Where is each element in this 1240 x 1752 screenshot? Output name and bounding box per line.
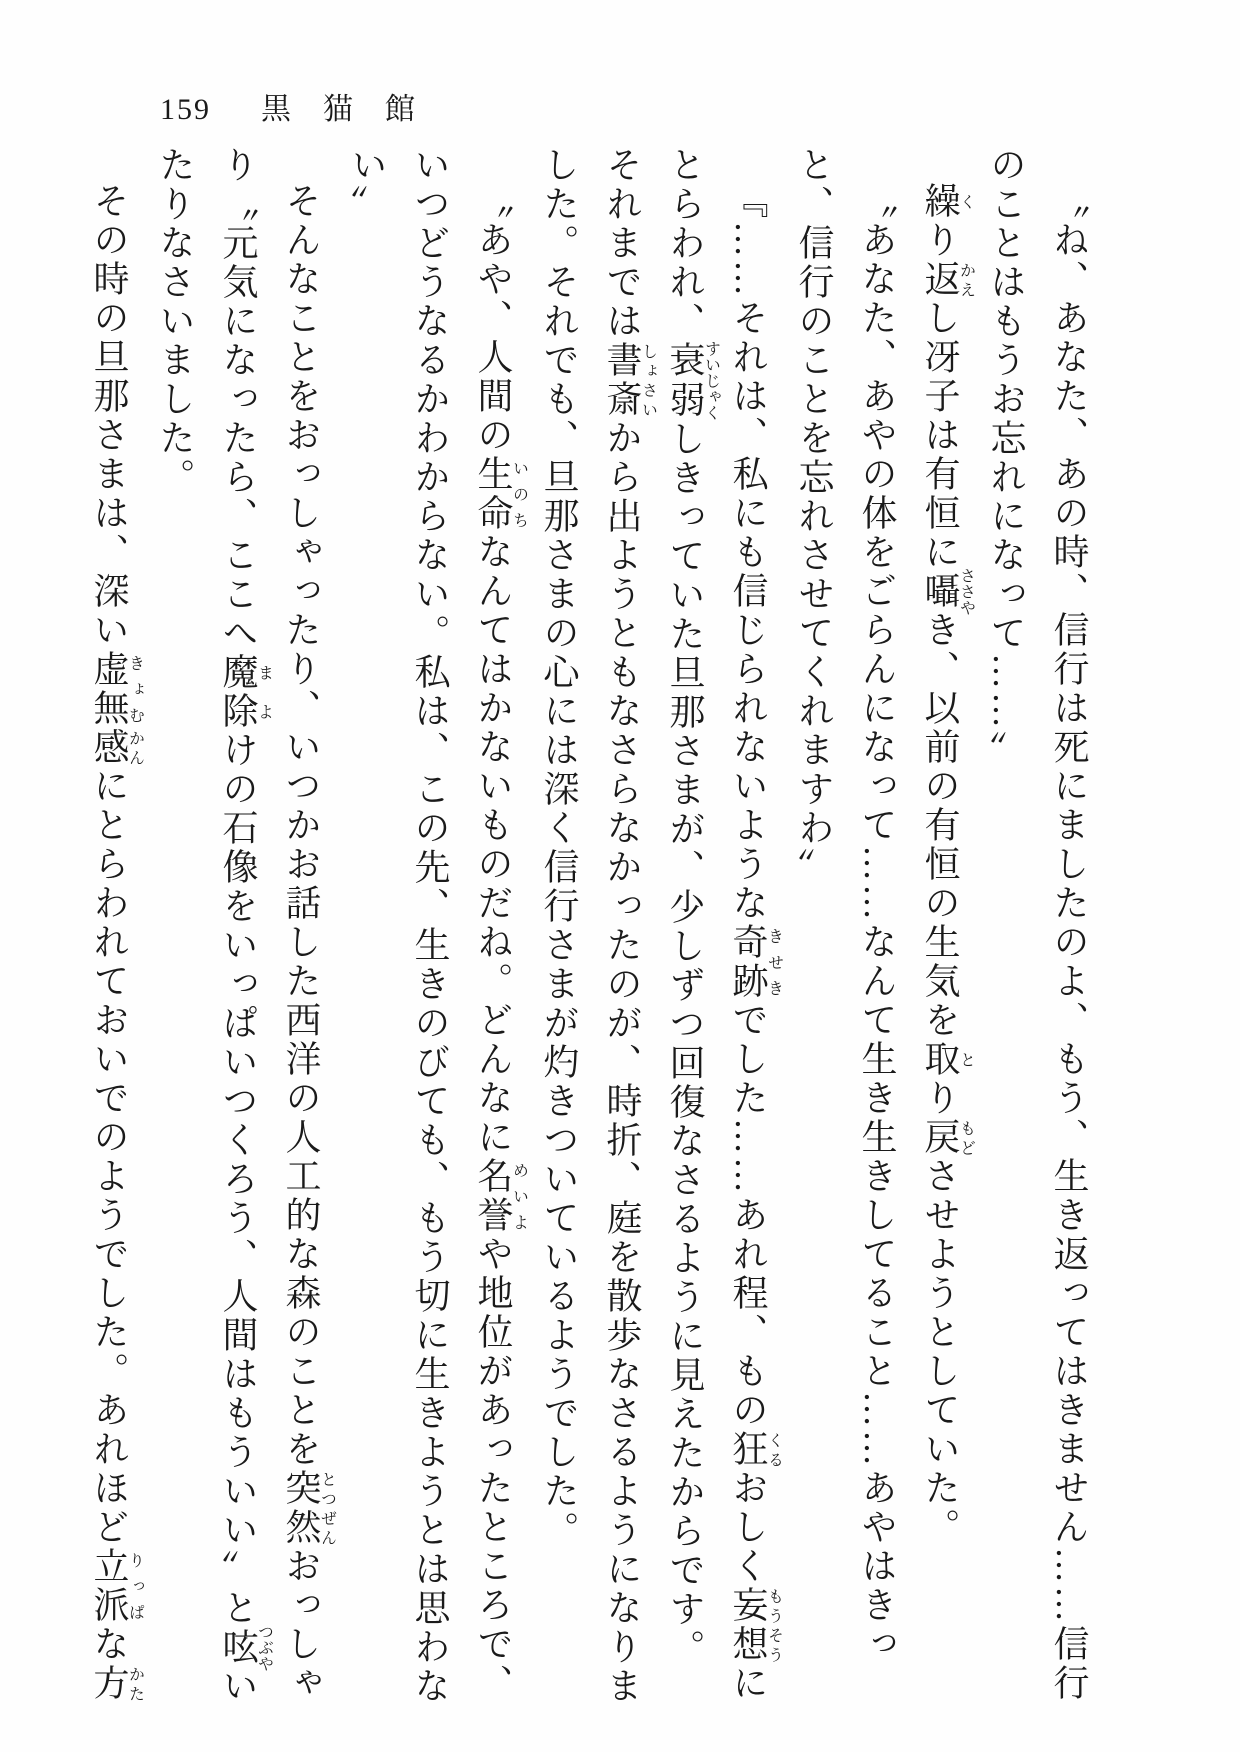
text-run: その時の: [89, 182, 129, 338]
text-run: 旦那さま: [539, 458, 579, 614]
ruby-annotated-text: 狂くる: [728, 1430, 783, 1469]
ruby-annotated-text: 方かた: [89, 1664, 144, 1703]
text-run: り: [920, 221, 960, 260]
paragraph: [974, 146, 1100, 1706]
text-run: でした……あれ程、もの: [728, 1001, 768, 1430]
ruby-annotated-text: 戻もど: [920, 1118, 975, 1157]
paragraph: [782, 146, 908, 1706]
text-run: なんてはかないものだね。どんなに: [473, 533, 513, 1157]
page-number: 159: [160, 93, 211, 126]
text-run: 〝あや、人間の: [473, 182, 513, 455]
paragraph: [77, 146, 143, 1706]
paragraph: [908, 146, 974, 1706]
ruby-annotated-text: 虚無きょむ: [89, 650, 144, 728]
book-title: 黒猫館: [261, 93, 447, 126]
paragraph: [527, 146, 782, 1706]
ruby-annotated-text: 奇跡きせき: [728, 923, 783, 1001]
text-run: おっしゃり〝元気になったら、ここへ: [218, 146, 321, 1703]
ruby-annotated-text: 突然とつぜん: [281, 1469, 336, 1547]
text-run: は、深い: [89, 494, 129, 650]
text-run: にとらわれておいでのようでした。あれほど: [89, 767, 129, 1547]
ruby-annotated-text: 返かえ: [920, 260, 975, 299]
text-run: から出ようともなさらなかったのが、時折、庭を散歩なさるようになりました。それでも、: [539, 146, 642, 1706]
ruby-annotated-text: 繰く: [920, 182, 975, 221]
ruby-annotated-text: 生命いのち: [473, 455, 528, 533]
text-run: そんなことをおっしゃったり、いつかお話した西洋の人工的な森のことを: [281, 182, 321, 1469]
text-run: 旦那さま: [89, 338, 129, 494]
text-run: や地位があったところで、いつどうなるかわからない。私は、この先、生きのびても、もう切に生きようとは思わない〟: [347, 146, 513, 1706]
ruby-annotated-text: 立派りっぱ: [89, 1547, 144, 1625]
ruby-annotated-text: 魔除まよ: [218, 653, 273, 731]
paragraph: [143, 146, 335, 1706]
text-run: しきっていた: [665, 420, 705, 654]
text-run: にとらわれ、: [665, 146, 768, 1703]
vertical-text-body: [88, 146, 1100, 1706]
ruby-annotated-text: 囁ささや: [920, 567, 975, 616]
paragraph: [335, 146, 527, 1706]
text-run: いたりなさいました。: [155, 146, 258, 1706]
ruby-annotated-text: 呟つぶや: [218, 1623, 273, 1672]
text-run: けの石像をいっぱいつくろう、人間はもういい〟と: [218, 731, 258, 1628]
ruby-annotated-text: 感かん: [89, 728, 144, 767]
text-run: 旦那さま: [665, 654, 705, 810]
text-run: 『……それは、私にも信じられないような: [728, 182, 768, 923]
text-run: な: [89, 1625, 129, 1664]
text-run: させようとしていた。: [920, 1157, 960, 1547]
ruby-annotated-text: 妄想もうそう: [728, 1586, 783, 1664]
text-run: り: [920, 1079, 960, 1118]
ruby-annotated-text: 書斎しょさい: [602, 341, 657, 419]
text-run: が、少しずつ回復なさるように見えたからです。それまでは: [602, 146, 705, 1668]
text-run: 〝あなた、あやの体をごらんになって……なんて生き生きしてること……あやはきっと、信行のことを忘れさせてくれますわ〟: [794, 146, 897, 1664]
text-run: 〝ね、あなた、あの時、信行は死にましたのよ、もう、生き返ってはきません……信行のことはもうお忘れになって……〟: [986, 146, 1089, 1703]
ruby-annotated-text: 取と: [920, 1040, 975, 1079]
text-run: し冴子は有恒に: [920, 299, 960, 572]
text-run: の心には深く信行さまが灼きついているようでした。: [539, 614, 579, 1550]
ruby-annotated-text: 名誉めいよ: [473, 1157, 528, 1235]
text-run: おしく: [728, 1469, 768, 1586]
running-head: [160, 84, 447, 128]
ruby-annotated-text: 衰弱すいじゃく: [665, 340, 720, 421]
text-run: き、以前の有恒の生気を: [920, 611, 960, 1040]
